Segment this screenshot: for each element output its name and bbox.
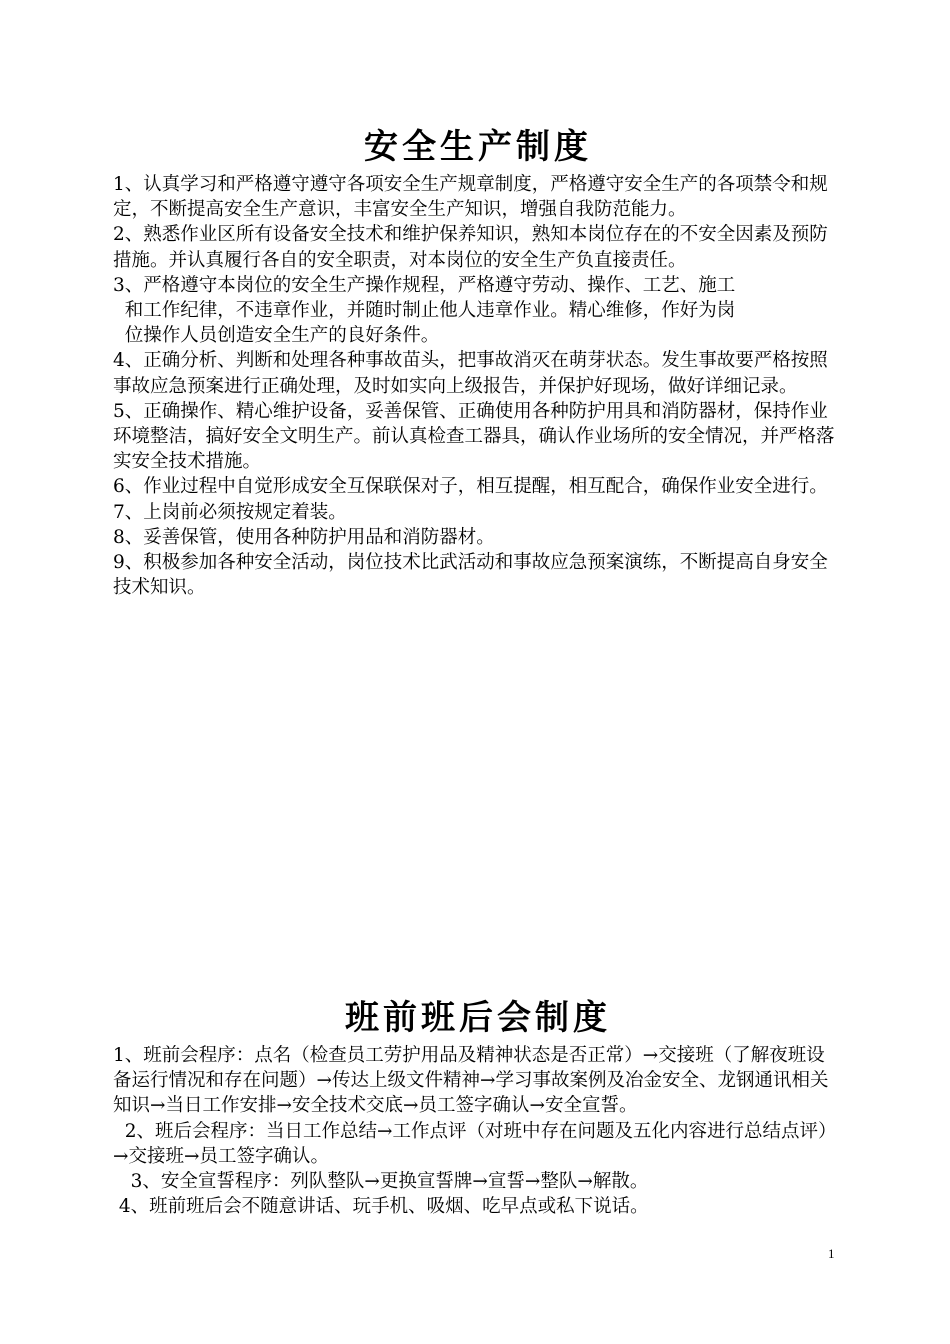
page-number: 1 bbox=[828, 1246, 835, 1261]
rule-item: 7、上岗前必须按规定着装。 bbox=[113, 501, 347, 523]
section-title: 安全生产制度 bbox=[364, 127, 592, 167]
rule-item: 6、作业过程中自觉形成安全互保联保对子，相互提醒，相互配合，确保作业安全进行。 bbox=[113, 476, 828, 498]
rule-item: 3、严格遵守本岗位的安全生产操作规程，严格遵守劳动、操作、工艺、施工 和工作纪律，不违章作业，并随时制止他人违章作业。精心维修，作好为岗 位操作人员创造安全生产的良好条件。 bbox=[113, 274, 736, 347]
rule-item: 8、妥善保管，使用各种防护用品和消防器材。 bbox=[113, 526, 495, 548]
rule-item: 2、熟悉作业区所有设备安全技术和维护保养知识，熟知本岗位存在的不安全因素及预防措施。并认真履行各自的安全职责，对本岗位的安全生产负直接责任。 bbox=[113, 224, 828, 271]
rule-item: 9、积极参加各种安全活动，岗位技术比武活动和事故应急预案演练，不断提高自身安全技术知识。 bbox=[113, 552, 828, 599]
rule-item: 1、班前会程序：点名（检查员工劳护用品及精神状态是否正常）→交接班（了解夜班设备运行情况和存在问题）→传达上级文件精神→学习事故案例及冶金安全、龙钢通讯相关知识→当日工作安排→安全技术交底→员工签字确认→安全宣誓。 bbox=[113, 1045, 829, 1117]
section-title: 班前班后会制度 bbox=[345, 998, 611, 1038]
rule-item: 3、安全宣誓程序：列队整队→更换宣誓牌→宣誓→整队→解散。 bbox=[113, 1171, 649, 1193]
rule-item: 5、正确操作、精心维护设备，妥善保管、正确使用各种防护用具和消防器材，保持作业环境整洁，搞好安全文明生产。前认真检查工器具，确认作业场所的安全情况，并严格落实安全技术措施。 bbox=[113, 400, 835, 473]
rule-item: 1、认真学习和严格遵守遵守各项安全生产规章制度，严格遵守安全生产的各项禁令和规定，不断提高安全生产意识，丰富安全生产知识，增强自我防范能力。 bbox=[113, 174, 828, 221]
rule-item: 4、正确分析、判断和处理各种事故苗头，把事故消灭在萌芽状态。发生事故要严格按照事故应急预案进行正确处理，及时如实向上级报告，并保护好现场，做好详细记录。 bbox=[113, 350, 828, 397]
safety-production-section bbox=[113, 124, 843, 600]
rule-item: 2、班后会程序：当日工作总结→工作点评（对班中存在问题及五化内容进行总结点评）→交接班→员工签字确认。 bbox=[113, 1120, 837, 1167]
rule-item: 4、班前班后会不随意讲话、玩手机、吸烟、吃早点或私下说话。 bbox=[113, 1196, 649, 1218]
shift-meeting-section bbox=[113, 995, 843, 1219]
